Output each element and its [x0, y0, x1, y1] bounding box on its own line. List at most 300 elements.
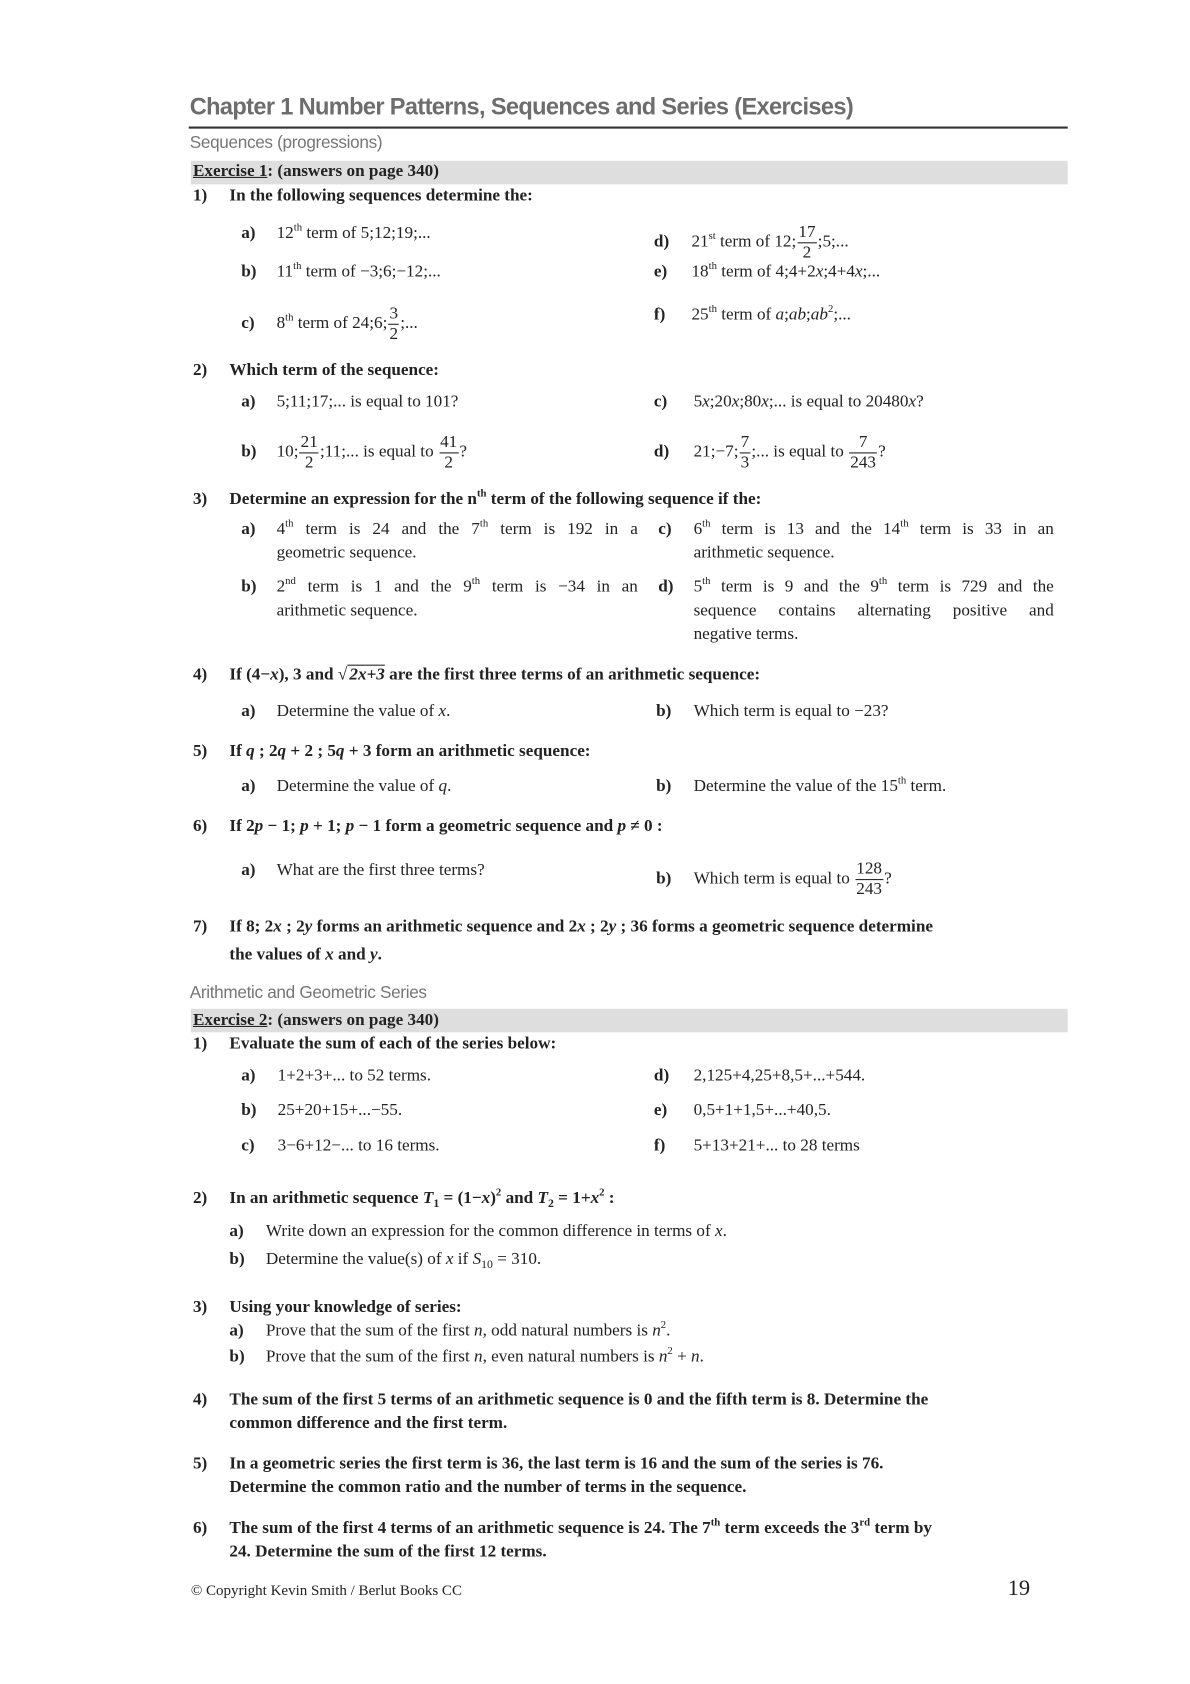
text-run: term is 13 and the 14 — [710, 519, 901, 539]
text-run: are the first three terms of an arithmetic sequence: — [384, 665, 761, 684]
answers-note: : (answers on page 340) — [267, 1010, 439, 1030]
text-run: ;... — [833, 305, 851, 324]
subscript: 1 — [433, 1197, 440, 1211]
question-number: 2) — [192, 1188, 208, 1208]
text-run: term exceeds the 3 — [720, 1519, 860, 1538]
text-run: . — [699, 1347, 704, 1366]
question-text — [229, 185, 532, 206]
text-run: Determine the value of — [276, 777, 439, 796]
question-number: 7) — [192, 917, 208, 936]
question-text — [229, 1477, 746, 1498]
item-label: e) — [653, 1100, 668, 1120]
superscript: 2 — [660, 1319, 667, 1332]
item-label: e) — [653, 262, 668, 281]
subscript: 10 — [481, 1258, 493, 1272]
text-run: Determine the value of — [276, 702, 439, 721]
sub-question-item — [654, 1100, 831, 1121]
item-text — [694, 777, 947, 795]
text-run: term is −34 in an — [480, 577, 638, 597]
sub-question-item — [241, 391, 458, 412]
text-run: ;80 — [739, 392, 762, 411]
fraction — [855, 860, 883, 900]
text-run: ), 3 and √ — [278, 665, 348, 684]
item-text-line — [694, 600, 1054, 621]
superscript: th — [293, 260, 302, 273]
exercise-title: Exercise 1 — [192, 161, 268, 181]
text-run: term is 24 and the 7 — [293, 519, 480, 539]
item-text — [265, 1319, 671, 1340]
text-run: 25+20+15+...−55. — [277, 1100, 403, 1120]
question-number: 6) — [192, 1519, 208, 1538]
sub-question-item — [241, 223, 430, 244]
item-label: b) — [241, 442, 257, 462]
item-text-line — [277, 600, 638, 621]
text-run: ;... is equal to — [751, 442, 849, 462]
text-run: In an arithmetic sequence — [229, 1188, 423, 1208]
text-run: ;... — [862, 262, 881, 281]
text-run: forms an arithmetic sequence and 2 — [312, 917, 578, 936]
superscript: th — [708, 260, 717, 273]
math-variable: S — [472, 1249, 482, 1269]
sub-question-item — [656, 776, 946, 797]
sub-question-item — [229, 1346, 703, 1367]
math-variable: y — [369, 945, 378, 964]
sub-question-item — [241, 304, 418, 344]
fraction-numerator: 21 — [300, 433, 319, 453]
superscript: th — [285, 517, 294, 530]
item-label: f) — [653, 305, 666, 324]
question-number: 6) — [192, 816, 208, 836]
sub-question-item — [241, 701, 450, 722]
text-run: and — [333, 945, 370, 964]
text-run: 21;−7; — [693, 442, 739, 462]
fraction-numerator: 7 — [849, 433, 877, 453]
math-variable: x — [445, 1249, 454, 1269]
fraction-denominator: 243 — [856, 880, 882, 899]
item-text — [277, 702, 451, 720]
sub-question-item — [654, 1135, 860, 1156]
math-variable: p — [617, 816, 627, 836]
item-text-line — [277, 542, 638, 563]
math-variable: ab — [788, 305, 807, 324]
math-variable: p — [254, 816, 264, 836]
text-run: negative terms. — [693, 624, 799, 644]
item-label: a) — [241, 392, 256, 411]
fraction — [388, 304, 399, 344]
text-run: ;11;... is equal to — [319, 442, 438, 462]
text-run: = 1+ — [553, 1188, 591, 1208]
text-run: Determine the value of the 15 — [693, 777, 898, 796]
math-variable: x — [854, 262, 863, 281]
text-run: + 2 ; 5 — [286, 741, 336, 761]
item-text — [276, 433, 467, 472]
superscript: th — [878, 575, 888, 588]
question-number: 1) — [192, 186, 208, 205]
fraction — [740, 433, 751, 473]
item-text — [691, 222, 849, 262]
math-variable: x — [714, 1222, 723, 1241]
fraction-numerator: 3 — [388, 304, 399, 324]
text-run: ; 2 — [254, 741, 278, 761]
text-run: In a geometric series the first term is 36, the last term is 16 and the sum of the series is 76. — [229, 1454, 884, 1473]
superscript: th — [702, 517, 711, 530]
text-run: and — [501, 1188, 538, 1208]
item-text — [266, 1222, 727, 1240]
question-text — [229, 741, 590, 762]
math-variable: y — [304, 917, 313, 936]
text-run: If — [229, 741, 247, 761]
exercise-1-heading — [193, 161, 439, 182]
text-run: , odd natural numbers is — [482, 1321, 653, 1340]
question-text — [229, 489, 761, 510]
text-run: ;... — [400, 314, 418, 333]
text-run: 5 — [693, 577, 703, 597]
subscript: 2 — [547, 1197, 554, 1211]
item-label: b) — [656, 702, 672, 721]
text-run: ? — [884, 869, 892, 888]
answers-note: : (answers on page 340) — [267, 161, 439, 181]
sqrt-radicand: 2x+3 — [347, 665, 385, 684]
text-run: term is 1 and the 9 — [295, 577, 472, 597]
math-variable: q — [335, 741, 345, 761]
superscript: rd — [859, 1516, 871, 1529]
superscript: th — [702, 575, 711, 588]
math-variable: x — [590, 1188, 600, 1208]
sub-question-item — [654, 223, 849, 263]
text-run: 25 — [691, 305, 709, 324]
text-run: . — [446, 702, 451, 721]
text-run: + — [672, 1347, 692, 1366]
fraction — [849, 433, 877, 473]
chapter-title: Chapter 1 Number Patterns, Sequences and Series (Exercises) — [189, 93, 854, 121]
math-variable: x — [270, 665, 279, 684]
math-variable: x — [325, 945, 334, 964]
question-text — [229, 917, 933, 938]
fraction-denominator: 2 — [389, 324, 399, 344]
math-variable: T — [422, 1188, 434, 1208]
text-run: The sum of the first 4 terms of an arithmetic sequence is 24. The 7 — [229, 1519, 711, 1538]
question-text — [229, 1297, 461, 1318]
page-number: 19 — [1007, 1574, 1031, 1601]
text-run: ? — [459, 442, 467, 462]
question-text — [229, 665, 760, 686]
item-label: a) — [241, 860, 256, 880]
fraction — [300, 433, 319, 473]
text-run: What are the first three terms? — [276, 860, 485, 880]
text-run: − 1 form a geometric sequence and — [354, 816, 618, 836]
text-run: 18 — [691, 262, 709, 281]
sub-question-item — [654, 433, 886, 473]
text-run: . — [447, 777, 452, 796]
text-run: 21 — [691, 232, 709, 252]
item-text — [277, 777, 452, 795]
superscript: th — [897, 775, 907, 787]
math-variable: x — [481, 1188, 491, 1208]
sub-question-item — [241, 1135, 439, 1156]
question-number: 5) — [192, 1454, 208, 1473]
text-run: if — [453, 1249, 473, 1269]
exercise-title: Exercise 2 — [192, 1010, 268, 1030]
item-label: b) — [241, 262, 257, 281]
text-run: geometric sequence. — [276, 543, 417, 562]
superscript: th — [476, 487, 487, 500]
superscript: 2 — [495, 1186, 502, 1199]
item-label: a) — [229, 1222, 244, 1241]
item-label: a) — [241, 777, 256, 796]
item-text — [278, 1067, 431, 1085]
text-run: 24. Determine the sum of the first 12 terms. — [229, 1542, 547, 1561]
copyright-footer: © Copyright Kevin Smith / Berlut Books CC — [190, 1583, 462, 1600]
exercise-2-heading — [193, 1010, 439, 1031]
text-run: ; 36 forms a geometric sequence determine — [616, 917, 933, 936]
text-run: ; 2 — [585, 917, 609, 936]
item-label: a) — [241, 702, 256, 721]
text-run: Determine the value(s) of — [265, 1249, 446, 1269]
superscript: th — [708, 303, 717, 316]
text-run: ; — [784, 305, 789, 324]
text-run: sequence contains alternating positive and — [693, 601, 1054, 620]
math-variable: ab — [810, 305, 828, 324]
text-run: Prove that the sum of the first — [265, 1321, 475, 1340]
math-variable: x — [731, 392, 740, 411]
sub-question-item — [229, 1221, 726, 1242]
question-text — [229, 1454, 883, 1475]
math-variable: p — [300, 816, 309, 836]
item-label: c) — [653, 392, 668, 411]
fraction-numerator: 7 — [740, 433, 751, 453]
item-text-line — [694, 519, 1054, 540]
text-run: term by — [870, 1519, 932, 1538]
fraction — [797, 223, 816, 263]
text-run: : — [604, 1188, 615, 1208]
math-variable: q — [246, 741, 255, 761]
text-run: = 310. — [492, 1249, 542, 1269]
item-label: c) — [658, 519, 672, 539]
text-run: ? — [916, 392, 924, 411]
text-run: 5+13+21+... to 28 terms — [693, 1136, 860, 1155]
text-run: Evaluate the sum of each of the series below: — [229, 1034, 557, 1053]
question-text — [229, 1542, 546, 1563]
sub-question-item — [654, 391, 924, 412]
math-variable: y — [608, 917, 617, 936]
item-label: d) — [658, 577, 674, 597]
fraction — [439, 433, 458, 473]
question-text — [229, 816, 662, 837]
section-heading-series: Arithmetic and Geometric Series — [189, 984, 427, 1003]
text-run: 5;11;17;... is equal to 101? — [276, 392, 459, 411]
sub-question-item — [654, 304, 851, 325]
question-text — [229, 1413, 507, 1434]
item-label: d) — [653, 442, 670, 462]
superscript: th — [285, 312, 294, 324]
item-text-line — [694, 577, 1054, 598]
text-run: term is 9 and the 9 — [710, 577, 879, 597]
math-variable: x — [577, 917, 586, 936]
text-run: term. — [906, 777, 947, 796]
text-run: the values of — [229, 945, 326, 964]
sub-question-item — [654, 1066, 865, 1087]
item-text — [277, 861, 485, 879]
text-run: − 1; — [263, 816, 301, 836]
sub-question-item — [656, 860, 892, 900]
text-run: term of 5;12;19;... — [302, 224, 431, 243]
item-label: c) — [241, 314, 255, 333]
text-run: arithmetic sequence. — [276, 601, 418, 620]
item-label: b) — [229, 1347, 245, 1366]
item-text — [265, 1345, 704, 1366]
sub-question-item — [241, 860, 484, 881]
question-number: 2) — [192, 361, 208, 380]
item-text — [693, 859, 892, 899]
item-label: b) — [656, 777, 672, 796]
text-run: 2 — [276, 577, 286, 597]
item-label: a) — [241, 1066, 256, 1085]
item-label: d) — [653, 1066, 670, 1085]
sub-question-item — [241, 433, 467, 473]
text-run: term is 33 in an — [908, 519, 1054, 539]
text-run: Determine an expression for the n — [229, 489, 477, 509]
text-run: 4 — [276, 519, 286, 539]
text-run: 10; — [276, 442, 299, 462]
superscript: 2 — [667, 1345, 673, 1358]
sub-question-item — [229, 1249, 541, 1270]
text-run: . — [722, 1222, 727, 1241]
superscript: th — [710, 1516, 721, 1529]
sub-question-item — [241, 262, 441, 283]
text-run: 1+2+3+... to 52 terms. — [277, 1066, 432, 1085]
text-run: Prove that the sum of the first — [265, 1347, 475, 1366]
math-variable: x — [908, 392, 917, 411]
question-text — [229, 944, 381, 965]
text-run: ≠ 0 : — [626, 816, 663, 836]
question-text — [229, 1389, 928, 1410]
item-label: b) — [241, 1100, 257, 1120]
superscript: st — [708, 230, 716, 243]
text-run: Which term is equal to — [693, 869, 855, 888]
text-run: term of 4;4+2 — [716, 262, 816, 281]
fraction-denominator: 243 — [850, 453, 876, 472]
question-text — [229, 360, 439, 381]
text-run: term of — [716, 305, 776, 324]
text-run: Which term is equal to −23? — [693, 702, 889, 721]
text-run: ? — [878, 442, 886, 462]
math-variable: x — [702, 392, 710, 411]
superscript: th — [479, 517, 489, 530]
text-run: term is 192 in a — [488, 519, 638, 539]
item-text — [693, 433, 886, 472]
sub-question-item — [229, 1321, 670, 1342]
math-variable: n — [474, 1347, 483, 1366]
item-label: b) — [656, 869, 672, 888]
item-label: f) — [653, 1136, 666, 1155]
item-text-line — [694, 542, 1054, 563]
superscript: th — [900, 517, 909, 530]
text-run: Write down an expression for the common difference in terms of — [265, 1222, 715, 1241]
text-run: In the following sequences determine the: — [229, 186, 533, 205]
sub-question-item — [654, 262, 880, 283]
math-variable: T — [537, 1188, 548, 1208]
superscript: nd — [285, 575, 296, 588]
text-run: The sum of the first 5 terms of an arithmetic sequence is 0 and the fifth term is 8. Determine the — [229, 1390, 929, 1409]
text-run: ;... is equal to 20480 — [768, 392, 909, 411]
fraction-denominator: 2 — [802, 243, 812, 262]
text-run: 11 — [276, 262, 294, 281]
item-text — [694, 702, 889, 720]
text-run: common difference and the first term. — [229, 1413, 508, 1433]
text-run: Determine the common ratio and the number of terms in the sequence. — [229, 1478, 747, 1497]
sub-question-item — [241, 1066, 431, 1087]
question-number: 3) — [192, 1298, 208, 1317]
fraction-numerator: 17 — [797, 223, 816, 243]
text-run: arithmetic sequence. — [693, 543, 835, 562]
superscript: 2 — [599, 1186, 605, 1199]
sub-question-item — [656, 701, 888, 722]
text-run: ; — [806, 305, 811, 324]
fraction-numerator: 41 — [439, 433, 458, 453]
fraction-numerator: 128 — [855, 860, 883, 880]
item-label: d) — [653, 232, 670, 252]
text-run: 3−6+12−... to 16 terms. — [277, 1136, 440, 1155]
text-run: ;20 — [709, 392, 732, 411]
text-run: If 2 — [229, 816, 255, 836]
item-label: a) — [241, 519, 256, 539]
math-variable: x — [273, 917, 282, 936]
text-run: term is 729 and the — [887, 577, 1054, 597]
superscript: th — [471, 575, 481, 588]
item-text-line — [694, 624, 1054, 645]
text-run: Using your knowledge of series: — [229, 1298, 462, 1317]
text-run: , even natural numbers is — [482, 1347, 659, 1366]
question-number: 4) — [192, 665, 208, 684]
text-run: . — [377, 945, 382, 964]
question-text — [229, 1033, 556, 1054]
fraction-denominator: 2 — [304, 453, 314, 472]
math-variable: q — [277, 741, 287, 761]
question-number: 3) — [192, 489, 208, 509]
superscript: th — [293, 221, 303, 234]
math-variable: n — [691, 1347, 700, 1366]
text-run: term of −3;6;−12;... — [301, 262, 441, 281]
item-label: a) — [229, 1321, 244, 1340]
sub-question-item — [241, 1100, 402, 1121]
item-text — [694, 1101, 831, 1119]
text-run: ) — [490, 1188, 496, 1208]
question-number: 1) — [192, 1034, 208, 1053]
text-run: = (1− — [439, 1188, 482, 1208]
section-heading-sequences: Sequences (progressions) — [189, 134, 383, 153]
item-label: b) — [229, 1249, 245, 1269]
text-run: term of the following sequence if the: — [486, 489, 762, 509]
question-text — [229, 1518, 932, 1539]
text-run: 2,125+4,25+8,5+...+544. — [693, 1066, 866, 1085]
text-run: term of 12; — [715, 232, 797, 252]
item-label: a) — [241, 224, 256, 243]
text-run: Which term of the sequence: — [229, 361, 440, 380]
text-run: 12 — [276, 224, 294, 243]
math-variable: a — [775, 305, 785, 324]
text-run: ;4+4 — [823, 262, 855, 281]
math-variable: p — [345, 816, 355, 836]
item-text — [691, 303, 851, 324]
item-text — [691, 260, 881, 281]
superscript: 2 — [827, 303, 834, 316]
math-variable: n — [652, 1321, 661, 1340]
math-variable: n — [658, 1347, 668, 1366]
item-text — [265, 1249, 542, 1272]
item-text — [277, 392, 459, 410]
text-run: If (4− — [229, 665, 271, 684]
text-run: + 3 form an arithmetic sequence: — [344, 741, 591, 761]
